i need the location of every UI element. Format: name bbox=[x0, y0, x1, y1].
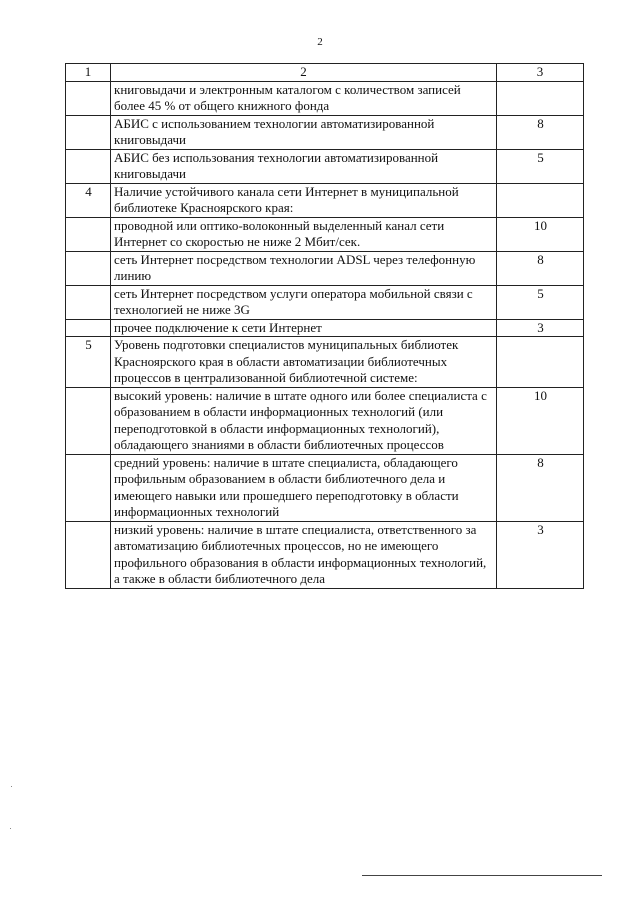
row-number: 5 bbox=[66, 337, 111, 388]
table-row bbox=[66, 115, 584, 149]
table-row bbox=[66, 81, 584, 115]
table-row bbox=[66, 387, 584, 454]
row-criterion: высокий уровень: наличие в штате одного или более специалиста с образованием в области информационных технологий (или переподготовкой в области информационных технологий), обладающего знаниями в области библиотечных процессов bbox=[111, 387, 497, 454]
row-number bbox=[66, 149, 111, 183]
row-number bbox=[66, 115, 111, 149]
row-number bbox=[66, 521, 111, 588]
row-number bbox=[66, 387, 111, 454]
row-criterion: средний уровень: наличие в штате специалиста, обладающего профильным образованием в области библиотечного дела и имеющего навыки или прошедшего переподготовку в области информационных технологий bbox=[111, 454, 497, 521]
row-number bbox=[66, 319, 111, 337]
table-row bbox=[66, 285, 584, 319]
table-row bbox=[66, 319, 584, 337]
row-number bbox=[66, 285, 111, 319]
row-criterion: сеть Интернет посредством технологии ADSL через телефонную линию bbox=[111, 251, 497, 285]
row-criterion: книговыдачи и электронным каталогом с количеством записей более 45 % от общего книжного фонда bbox=[111, 81, 497, 115]
row-number bbox=[66, 251, 111, 285]
criteria-table bbox=[65, 63, 584, 589]
row-score: 3 bbox=[497, 319, 584, 337]
column-header-score: 3 bbox=[497, 64, 584, 82]
row-criterion: сеть Интернет посредством услуги оператора мобильной связи с технологией не ниже 3G bbox=[111, 285, 497, 319]
table-row bbox=[66, 337, 584, 388]
row-score: 5 bbox=[497, 149, 584, 183]
signature-line bbox=[362, 875, 602, 876]
row-score bbox=[497, 337, 584, 388]
row-criterion: Наличие устойчивого канала сети Интернет в муниципальной библиотеке Красноярского края: bbox=[111, 183, 497, 217]
row-criterion: прочее подключение к сети Интернет bbox=[111, 319, 497, 337]
row-number bbox=[66, 217, 111, 251]
scan-speck bbox=[10, 828, 11, 829]
row-score: 10 bbox=[497, 387, 584, 454]
table-row bbox=[66, 217, 584, 251]
table-row bbox=[66, 251, 584, 285]
row-criterion: Уровень подготовки специалистов муниципальных библиотек Красноярского края в области автоматизации библиотечных процессов в централизованной библиотечной системе: bbox=[111, 337, 497, 388]
row-criterion: АБИС без использования технологии автоматизированной книговыдачи bbox=[111, 149, 497, 183]
table-header-row bbox=[66, 64, 584, 82]
table-row bbox=[66, 149, 584, 183]
row-score: 3 bbox=[497, 521, 584, 588]
row-score bbox=[497, 183, 584, 217]
table-row bbox=[66, 521, 584, 588]
column-header-criterion: 2 bbox=[111, 64, 497, 82]
row-score: 8 bbox=[497, 454, 584, 521]
scan-speck bbox=[11, 786, 12, 787]
row-score bbox=[497, 81, 584, 115]
row-number bbox=[66, 81, 111, 115]
row-criterion: проводной или оптико-волоконный выделенный канал сети Интернет со скоростью не ниже 2 Мбит/сек. bbox=[111, 217, 497, 251]
page-number: 2 bbox=[317, 36, 323, 48]
table-row bbox=[66, 183, 584, 217]
row-score: 5 bbox=[497, 285, 584, 319]
column-header-number: 1 bbox=[66, 64, 111, 82]
row-criterion: АБИС с использованием технологии автоматизированной книговыдачи bbox=[111, 115, 497, 149]
row-number bbox=[66, 454, 111, 521]
row-score: 10 bbox=[497, 217, 584, 251]
row-score: 8 bbox=[497, 251, 584, 285]
row-criterion: низкий уровень: наличие в штате специалиста, ответственного за автоматизацию библиотечных процессов, но не имеющего профильного образования в области информационных технологий, а также в области библиотечного дела bbox=[111, 521, 497, 588]
table-row bbox=[66, 454, 584, 521]
row-number: 4 bbox=[66, 183, 111, 217]
row-score: 8 bbox=[497, 115, 584, 149]
